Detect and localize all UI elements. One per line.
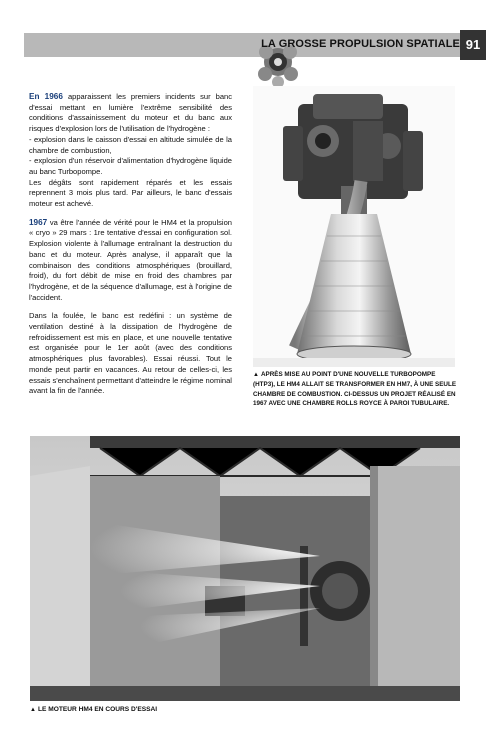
paragraph-1967 — [29, 218, 232, 304]
article-text-column — [29, 92, 232, 405]
engine-caption-text: APRÈS MISE AU POINT D'UNE NOUVELLE TURBOPOMPE (HTP3), LE HM4 ALLAIT SE TRANSFORMER EN HM7, À UNE SEULE CHAMBRE DE COMBUSTION. CI-DESSUS UN PROJET RÉALISÉ EN 1967 AVEC UNE CHAMBRE ROLLS ROYCE À PAROI TUBULAIRE. — [253, 371, 457, 407]
test-stand-photo-caption — [30, 706, 157, 713]
p1-end: Les dégâts sont rapidement réparés et les essais reprennent 3 mois plus tard. Par ailleurs, le banc d'essais moteur est achevé. — [29, 177, 232, 209]
year-1966-lead: En 1966 — [29, 92, 63, 101]
triangle-marker-icon: ▲ — [30, 707, 36, 713]
p2-body: va être l'année de vérité pour le HM4 et la propulsion « cryo » 29 mars : 1re tentative d'essai en configuration sol. Explosion violente à l'allumage entraînant la destruction du banc et du moteur. Après analyse, il apparaît que la combinaison des conditions atmosphériques (brouillard, froid), du fort débit de mise en froid des chambres par l'hydrogène, et de la séquence d'allumage, est à l'origine de l'accident. — [29, 217, 232, 302]
header-title: LA GROSSE PROPULSION SPATIALE — [261, 38, 460, 50]
p1-item-2: - explosion d'un réservoir d'alimentation d'hydrogène liquide au banc Turbopompe. — [29, 156, 232, 176]
triangle-marker-icon: ▲ — [253, 372, 259, 378]
page-number: 91 — [460, 30, 486, 60]
engine-photo-caption — [253, 370, 458, 408]
test-caption-text: LE MOTEUR HM4 EN COURS D'ESSAI — [37, 706, 158, 713]
p1-item-1: - explosion dans le caisson d'essai en altitude simulée de la chambre de combustion, — [29, 134, 232, 155]
page-header — [0, 30, 500, 60]
paragraph-1966 — [29, 92, 232, 210]
paragraph-3: Dans la foulée, le banc est redéfini : un système de ventilation destiné à la dissipation de l'hydrogène de refroidissement est mis en place, et une nouvelle tentative est organisée pour le 1er août (avec des conditions atmosphériques plus favorables). Essai réussi. Tout le monde peut partir en vacances. Au retour de celles-ci, les essais s'enchaînent permettant d'atteindre le régime nominal avant la fin de l'année. — [29, 311, 232, 396]
engine-photo — [253, 86, 455, 367]
test-stand-photo — [30, 436, 460, 701]
p1-body: apparaissent les premiers incidents sur banc d'essai mettant en lumière l'extrême sensibilité des conditions d'assainissement du moteur et du banc aux risques d'explosion lors de l'utilisation de l'hydrogène : — [29, 92, 233, 134]
year-1967-lead: 1967 — [29, 217, 48, 227]
